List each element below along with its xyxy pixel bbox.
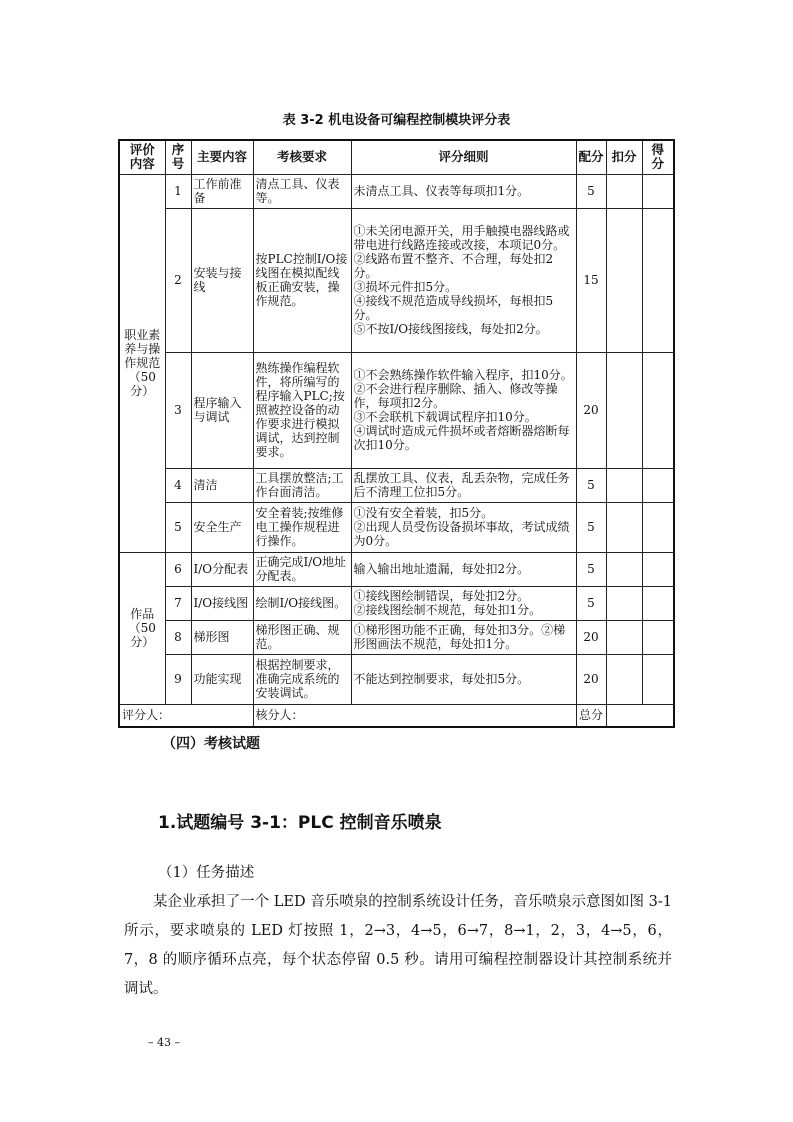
cell-get [642,586,674,620]
cell-score: 20 [576,352,606,468]
table-row [119,468,674,502]
cell-deduct [606,468,642,502]
cell-get [642,502,674,552]
cell-detail: 未清点工具、仪表等每项扣1分。 [351,174,576,208]
cell-seq: 8 [165,620,191,654]
cell-get [642,552,674,586]
table-row [119,208,674,352]
cell-detail: ①没有安全着装，扣5分。 ②出现人员受伤设备损坏事故，考试成绩为0分。 [351,502,576,552]
sub-heading: （1）任务描述 [158,865,255,881]
header-detail: 评分细则 [351,140,576,174]
grader-label: 评分人： [119,704,253,727]
table-row [119,620,674,654]
table-row [119,174,674,208]
cell-get [642,468,674,502]
cell-score: 5 [576,586,606,620]
cell-req: 正确完成I/O地址分配表。 [253,552,351,586]
cell-score: 20 [576,654,606,704]
table-row [119,586,674,620]
cell-main: 功能实现 [191,654,253,704]
cell-score: 15 [576,208,606,352]
cell-main: I/O接线图 [191,586,253,620]
cell-req: 安全着装;按维修电工操作规程进行操作。 [253,502,351,552]
cell-main: I/O分配表 [191,552,253,586]
cell-detail: ①梯形图功能不正确，每处扣3分。②梯形图画法不规范，每处扣1分。 [351,620,576,654]
table-footer-row [119,704,674,727]
cell-req: 绘制I/O接线图。 [253,586,351,620]
cell-req: 熟练操作编程软件，将所编写的程序输入PLC;按照被控设备的动作要求进行模拟调试，达到控制要求。 [253,352,351,468]
cell-deduct [606,620,642,654]
header-get: 得 分 [642,140,674,174]
cell-deduct [606,586,642,620]
total-value [606,704,674,727]
cell-deduct [606,654,642,704]
header-deduct: 扣分 [606,140,642,174]
header-score: 配分 [576,140,606,174]
cell-get [642,654,674,704]
cell-seq: 9 [165,654,191,704]
cell-detail: ①不会熟练操作软件输入程序，扣10分。 ②不会进行程序删除、插入、修改等操作，每项扣2分。 ③不会联机下载调试程序扣10分。 ④调试时造成元件损坏或者熔断器熔断每次扣10分。 [351,352,576,468]
page-number: – 43 – [148,1036,180,1049]
table-row [119,654,674,704]
table-row [119,352,674,468]
cell-deduct [606,552,642,586]
cell-seq: 2 [165,208,191,352]
cell-seq: 3 [165,352,191,468]
question-heading: 1.试题编号 3-1：PLC 控制音乐喷泉 [158,813,442,833]
cell-get [642,208,674,352]
cell-seq: 5 [165,502,191,552]
cell-main: 工作前准备 [191,174,253,208]
cell-score: 5 [576,502,606,552]
table-caption: 表 3-2 机电设备可编程控制模块评分表 [282,113,511,128]
cell-detail: 输入输出地址遗漏，每处扣2分。 [351,552,576,586]
cell-get [642,620,674,654]
header-category: 评价 内容 [119,140,165,174]
cell-req: 按PLC控制I/O接线图在模拟配线板正确安装，操作规范。 [253,208,351,352]
total-label: 总分 [576,704,606,727]
cell-seq: 4 [165,468,191,502]
cell-req: 梯形图正确、规范。 [253,620,351,654]
table-row [119,502,674,552]
cell-main: 程序输入与调试 [191,352,253,468]
header-seq: 序号 [165,140,191,174]
section-heading: （四）考核试题 [162,736,260,752]
table-row [119,552,674,586]
table-header-row [119,140,674,174]
header-main: 主要内容 [191,140,253,174]
checker-label: 核分人： [253,704,576,727]
cell-detail: ①未关闭电源开关，用手触摸电器线路或带电进行线路连接或改接，本项记0分。 ②线路布置不整齐、不合理，每处扣2分。 ③损坏元件扣5分。 ④接线不规范造成导线损坏，每根扣5分。 ⑤不按I/O接线图接线，每处扣2分。 [351,208,576,352]
task-paragraph: 某企业承担了一个 LED 音乐喷泉的控制系统设计任务，音乐喷泉示意图如图 3-1 所示，要求喷泉的 LED 灯按照 1，2→3，4→5，6→7，8→1，2，3，4→5，6，7，8 的顺序循环点亮，每个状态停留 0.5 秒。请用可编程控制器设计其控制系统并调试。 [124,894,672,997]
cell-deduct [606,174,642,208]
cell-get [642,174,674,208]
cell-main: 安装与接线 [191,208,253,352]
cell-main: 清洁 [191,468,253,502]
cell-deduct [606,352,642,468]
cell-score: 20 [576,620,606,654]
header-req: 考核要求 [253,140,351,174]
group-work: 作品 （50 分） [119,552,165,704]
cell-score: 5 [576,552,606,586]
cell-main: 梯形图 [191,620,253,654]
cell-get [642,352,674,468]
cell-seq: 1 [165,174,191,208]
cell-seq: 6 [165,552,191,586]
cell-score: 5 [576,468,606,502]
cell-deduct [606,502,642,552]
cell-req: 根据控制要求，准确完成系统的安装调试。 [253,654,351,704]
cell-seq: 7 [165,586,191,620]
score-table [118,139,675,728]
cell-req: 清点工具、仪表等。 [253,174,351,208]
cell-main: 安全生产 [191,502,253,552]
cell-detail: ①接线图绘制错误，每处扣2分。 ②接线图绘制不规范，每处扣1分。 [351,586,576,620]
cell-req: 工具摆放整洁;工作台面清洁。 [253,468,351,502]
cell-detail: 不能达到控制要求，每处扣5分。 [351,654,576,704]
cell-detail: 乱摆放工具、仪表，乱丢杂物，完成任务后不清理工位扣5分。 [351,468,576,502]
cell-score: 5 [576,174,606,208]
group-professional: 职业素 养与操 作规范 （50 分） [119,174,165,552]
cell-deduct [606,208,642,352]
